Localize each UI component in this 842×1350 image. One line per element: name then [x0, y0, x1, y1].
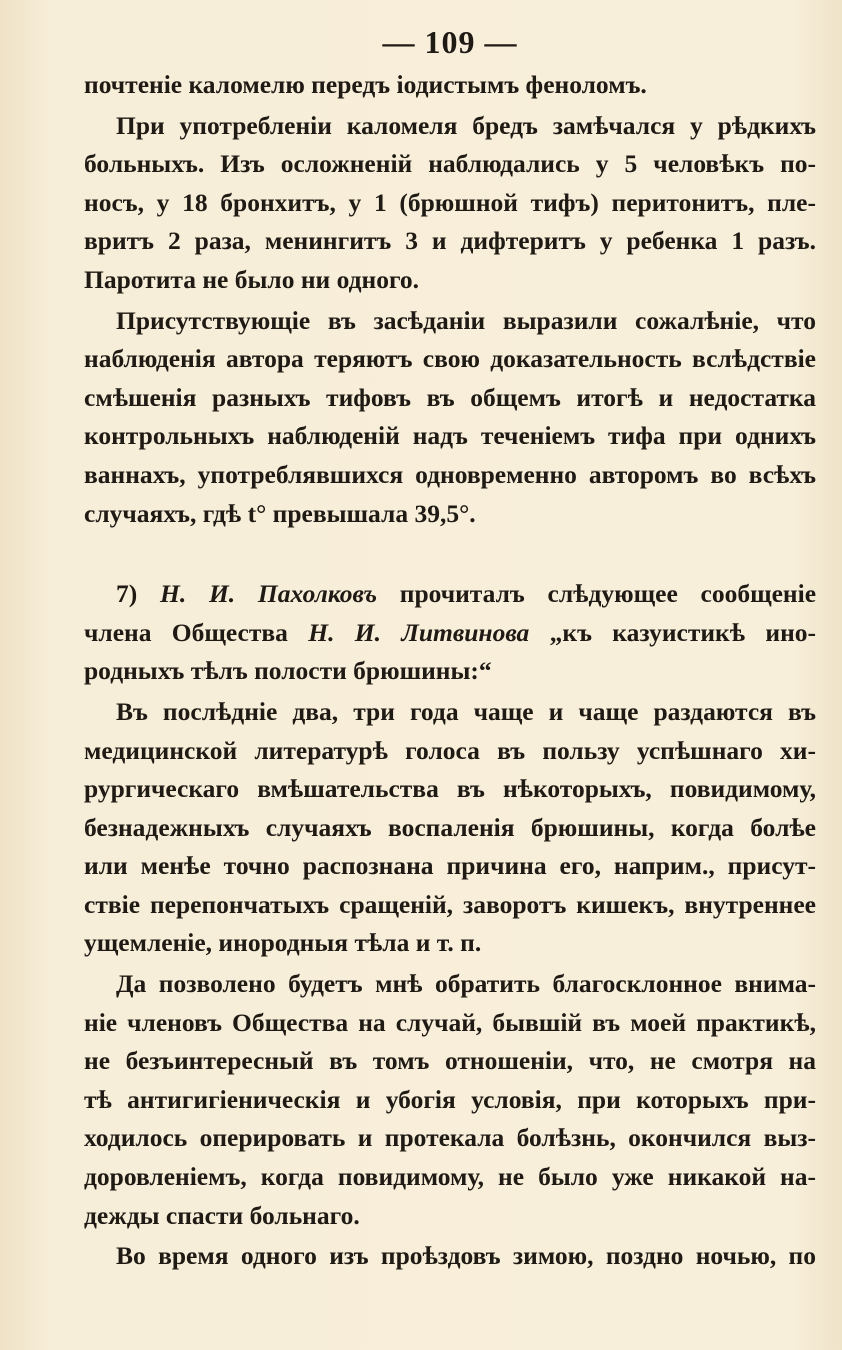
text-line: При употребленіи каломеля бредъ замѣчался у рѣдкихъ: [116, 110, 816, 140]
text-line: вритъ 2 раза, менингитъ 3 и дифтеритъ у ребенка 1 разъ.: [84, 226, 816, 256]
text-line: контрольныхъ наблюденій надъ теченіемъ тифа при однихъ: [84, 421, 816, 451]
text-line: ствіе перепончатыхъ сращеній, заворотъ кишекъ, внутреннее: [84, 889, 816, 919]
text-line: Присутствующіе въ засѣданіи выразили сожалѣніе, что: [116, 305, 816, 335]
paragraph-literature: [84, 693, 816, 963]
text-fragment: „къ казуистикѣ ино-: [549, 617, 816, 647]
paragraph-item-7: [84, 575, 816, 691]
text-line: случаяхъ, гдѣ t° превышала 39,5°.: [84, 498, 476, 528]
paragraph-calomel: [84, 107, 816, 300]
text-line: родныхъ тѣлъ полости брюшины:“: [84, 656, 492, 686]
text-line: Паротита не было ни одного.: [84, 264, 420, 294]
text-fragment: члена Общества: [84, 617, 288, 647]
text-line: ніе членовъ Общества на случай, бывшій въ моей практикѣ,: [84, 1007, 816, 1037]
text-line: не безъинтересный въ томъ отношеніи, что, не смотря на: [84, 1046, 816, 1076]
text-line: [84, 575, 816, 614]
text-line: почтеніе каломелю передъ іодистымъ феноломъ.: [84, 70, 647, 99]
text-line: доровленіемъ, когда повидимому, не было уже никакой на-: [84, 1162, 816, 1192]
member-name: Н. И. Литвинова: [308, 617, 530, 647]
text-line: ущемленіе, инородныя тѣла и т. п.: [84, 928, 482, 958]
paragraph-journey: [84, 1237, 816, 1276]
text-line: безнадежныхъ случаяхъ воспаленія брюшины, когда болѣе: [84, 812, 816, 842]
author-name: Н. И. Пахолковъ: [160, 579, 378, 609]
text-line: ходилось оперировать и протекала болѣзнь, окончился выз-: [84, 1123, 816, 1153]
text-line: смѣшенія разныхъ тифовъ въ общемъ итогѣ и недостатка: [84, 382, 816, 412]
text-line: наблюденія автора теряютъ свою доказательность вслѣдствіе: [84, 344, 816, 374]
paragraph-discussion: [84, 302, 816, 534]
text-line: ваннахъ, употреблявшихся одновременно авторомъ во всѣхъ: [84, 459, 816, 489]
paragraph-case: [84, 965, 816, 1235]
text-fragment: прочиталъ слѣдующее сообщеніе: [399, 579, 816, 609]
page-number: — 109 —: [382, 24, 518, 60]
text-line: или менѣе точно распознана причина его, наприм., присут-: [84, 851, 816, 881]
text-line: рургическаго вмѣшательства въ нѣкоторыхъ, повидимому,: [84, 774, 816, 804]
text-line: медицинской литературѣ голоса въ пользу успѣшнаго хи-: [84, 735, 816, 765]
text-line: Въ послѣдніе два, три года чаще и чаще раздаются въ: [116, 696, 816, 726]
text-line: дежды спасти больнаго.: [84, 1200, 360, 1230]
item-number: 7): [116, 579, 138, 609]
text-line: [84, 614, 816, 653]
text-line: больныхъ. Изъ осложненій наблюдались у 5 человѣкъ по-: [84, 149, 816, 179]
text-line: Да позволено будетъ мнѣ обратить благосклонное внима-: [116, 969, 816, 999]
text-line: носъ, у 18 бронхитъ, у 1 (брюшной тифъ) перитонитъ, пле-: [84, 187, 816, 217]
text-line: тѣ антигигіеническія и убогія условія, при которыхъ при-: [84, 1084, 816, 1114]
text-line: Во время одного изъ проѣздовъ зимою, поздно ночью, по: [116, 1241, 816, 1271]
paragraph-continuation: [84, 66, 816, 105]
